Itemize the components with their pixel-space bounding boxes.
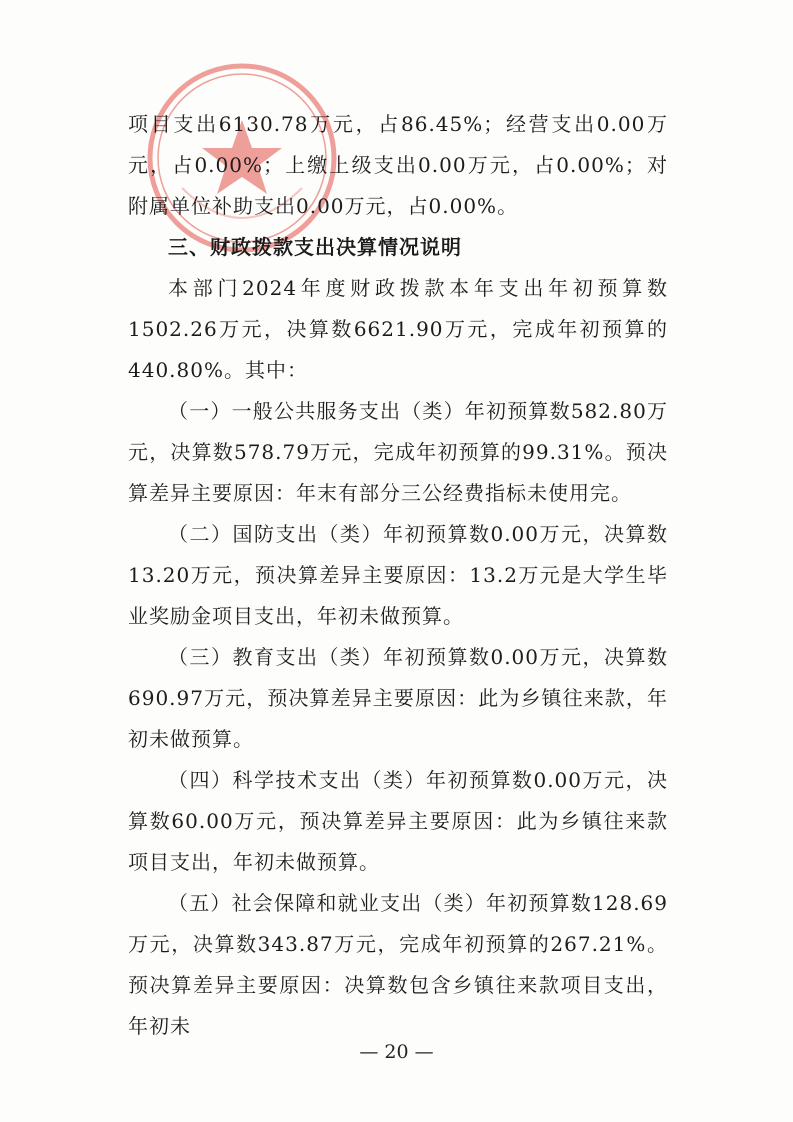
- paragraph-expenditure-summary: 项目支出6130.78万元，占86.45%；经营支出0.00万元，占0.00%；上缴上级支出0.00万元，占0.00%；对附属单位补助支出0.00万元，占0.00%。: [128, 112, 668, 218]
- paragraph-national-defense: （二）国防支出（类）年初预算数0.00万元，决算数13.20万元，预决算差异主要原因：13.2万元是大学生毕业奖励金项目支出，年初未做预算。: [128, 522, 668, 628]
- page-number: — 20 —: [359, 1041, 434, 1063]
- paragraph-science-technology: （四）科学技术支出（类）年初预算数0.00万元，决算数60.00万元，预决算差异主要原因：此为乡镇往来款项目支出，年初未做预算。: [128, 768, 668, 874]
- paragraph-overview: 本部门2024年度财政拨款本年支出年初预算数1502.26万元，决算数6621.90万元，完成年初预算的440.80%。其中：: [128, 276, 668, 382]
- body-text: [128, 104, 668, 1047]
- paragraph-general-public-services: （一）一般公共服务支出（类）年初预算数582.80万元，决算数578.79万元，完成年初预算的99.31%。预决算差异主要原因：年末有部分三公经费指标未使用完。: [128, 399, 668, 505]
- section-heading-fiscal-appropriation: 三、财政拨款支出决算情况说明: [168, 235, 462, 259]
- paragraph-social-security: （五）社会保障和就业支出（类）年初预算数128.69万元，决算数343.87万元，完成年初预算的267.21%。预决算差异主要原因：决算数包含乡镇往来款项目支出，年初未: [128, 891, 668, 1038]
- paragraph-education: （三）教育支出（类）年初预算数0.00万元，决算数690.97万元，预决算差异主要原因：此为乡镇往来款，年初未做预算。: [128, 645, 668, 751]
